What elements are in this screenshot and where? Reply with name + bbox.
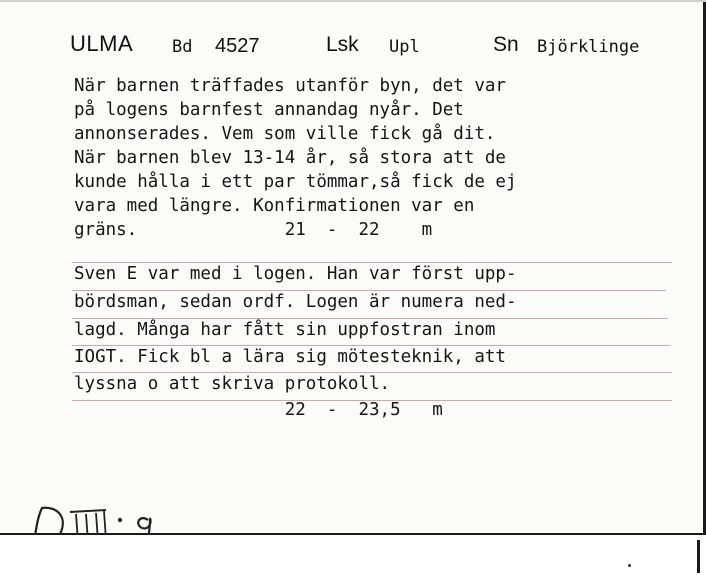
text-line-3: annonserades. Vem som ville fick gå dit. [74, 124, 496, 144]
text-line-2: på logens barnfest annandag nyår. Det [74, 100, 464, 120]
text-line-13: 22 - 23,5 m [74, 400, 443, 420]
text-line-10: lagd. Många har fått sin uppfostran inom [74, 320, 496, 340]
bd-number: 4527 [215, 35, 260, 57]
card-top-edge [0, 0, 706, 2]
sn-value: Björklinge [537, 37, 640, 57]
text-line-1: När barnen träffades utanför byn, det var [74, 76, 506, 96]
next-card-edge [0, 533, 706, 575]
text-line-12: lyssna o att skriva protokoll. [74, 374, 391, 394]
text-line-5: kunde hålla i ett par tömmar,så fick de ej [74, 172, 517, 192]
lsk-label: Lsk [326, 33, 359, 56]
dust-mark [628, 564, 631, 567]
lsk-value: Upl [389, 37, 420, 57]
next-card-right-edge [697, 540, 700, 573]
sn-label: Sn [493, 33, 519, 56]
text-line-11: IOGT. Fick bl a lära sig mötesteknik, att [74, 347, 506, 367]
text-line-6: vara med längre. Konfirmationen var en [74, 196, 475, 216]
archive-label: ULMA [70, 31, 134, 56]
text-line-8: Sven E var med i logen. Han var först upp- [74, 264, 517, 284]
bd-label: Bd [172, 37, 193, 57]
text-line-4: När barnen blev 13-14 år, så stora att de [74, 148, 506, 168]
text-line-9: bördsman, sedan ordf. Logen är numera ned- [74, 292, 517, 312]
text-line-7: gräns. 21 - 22 m [74, 220, 433, 240]
